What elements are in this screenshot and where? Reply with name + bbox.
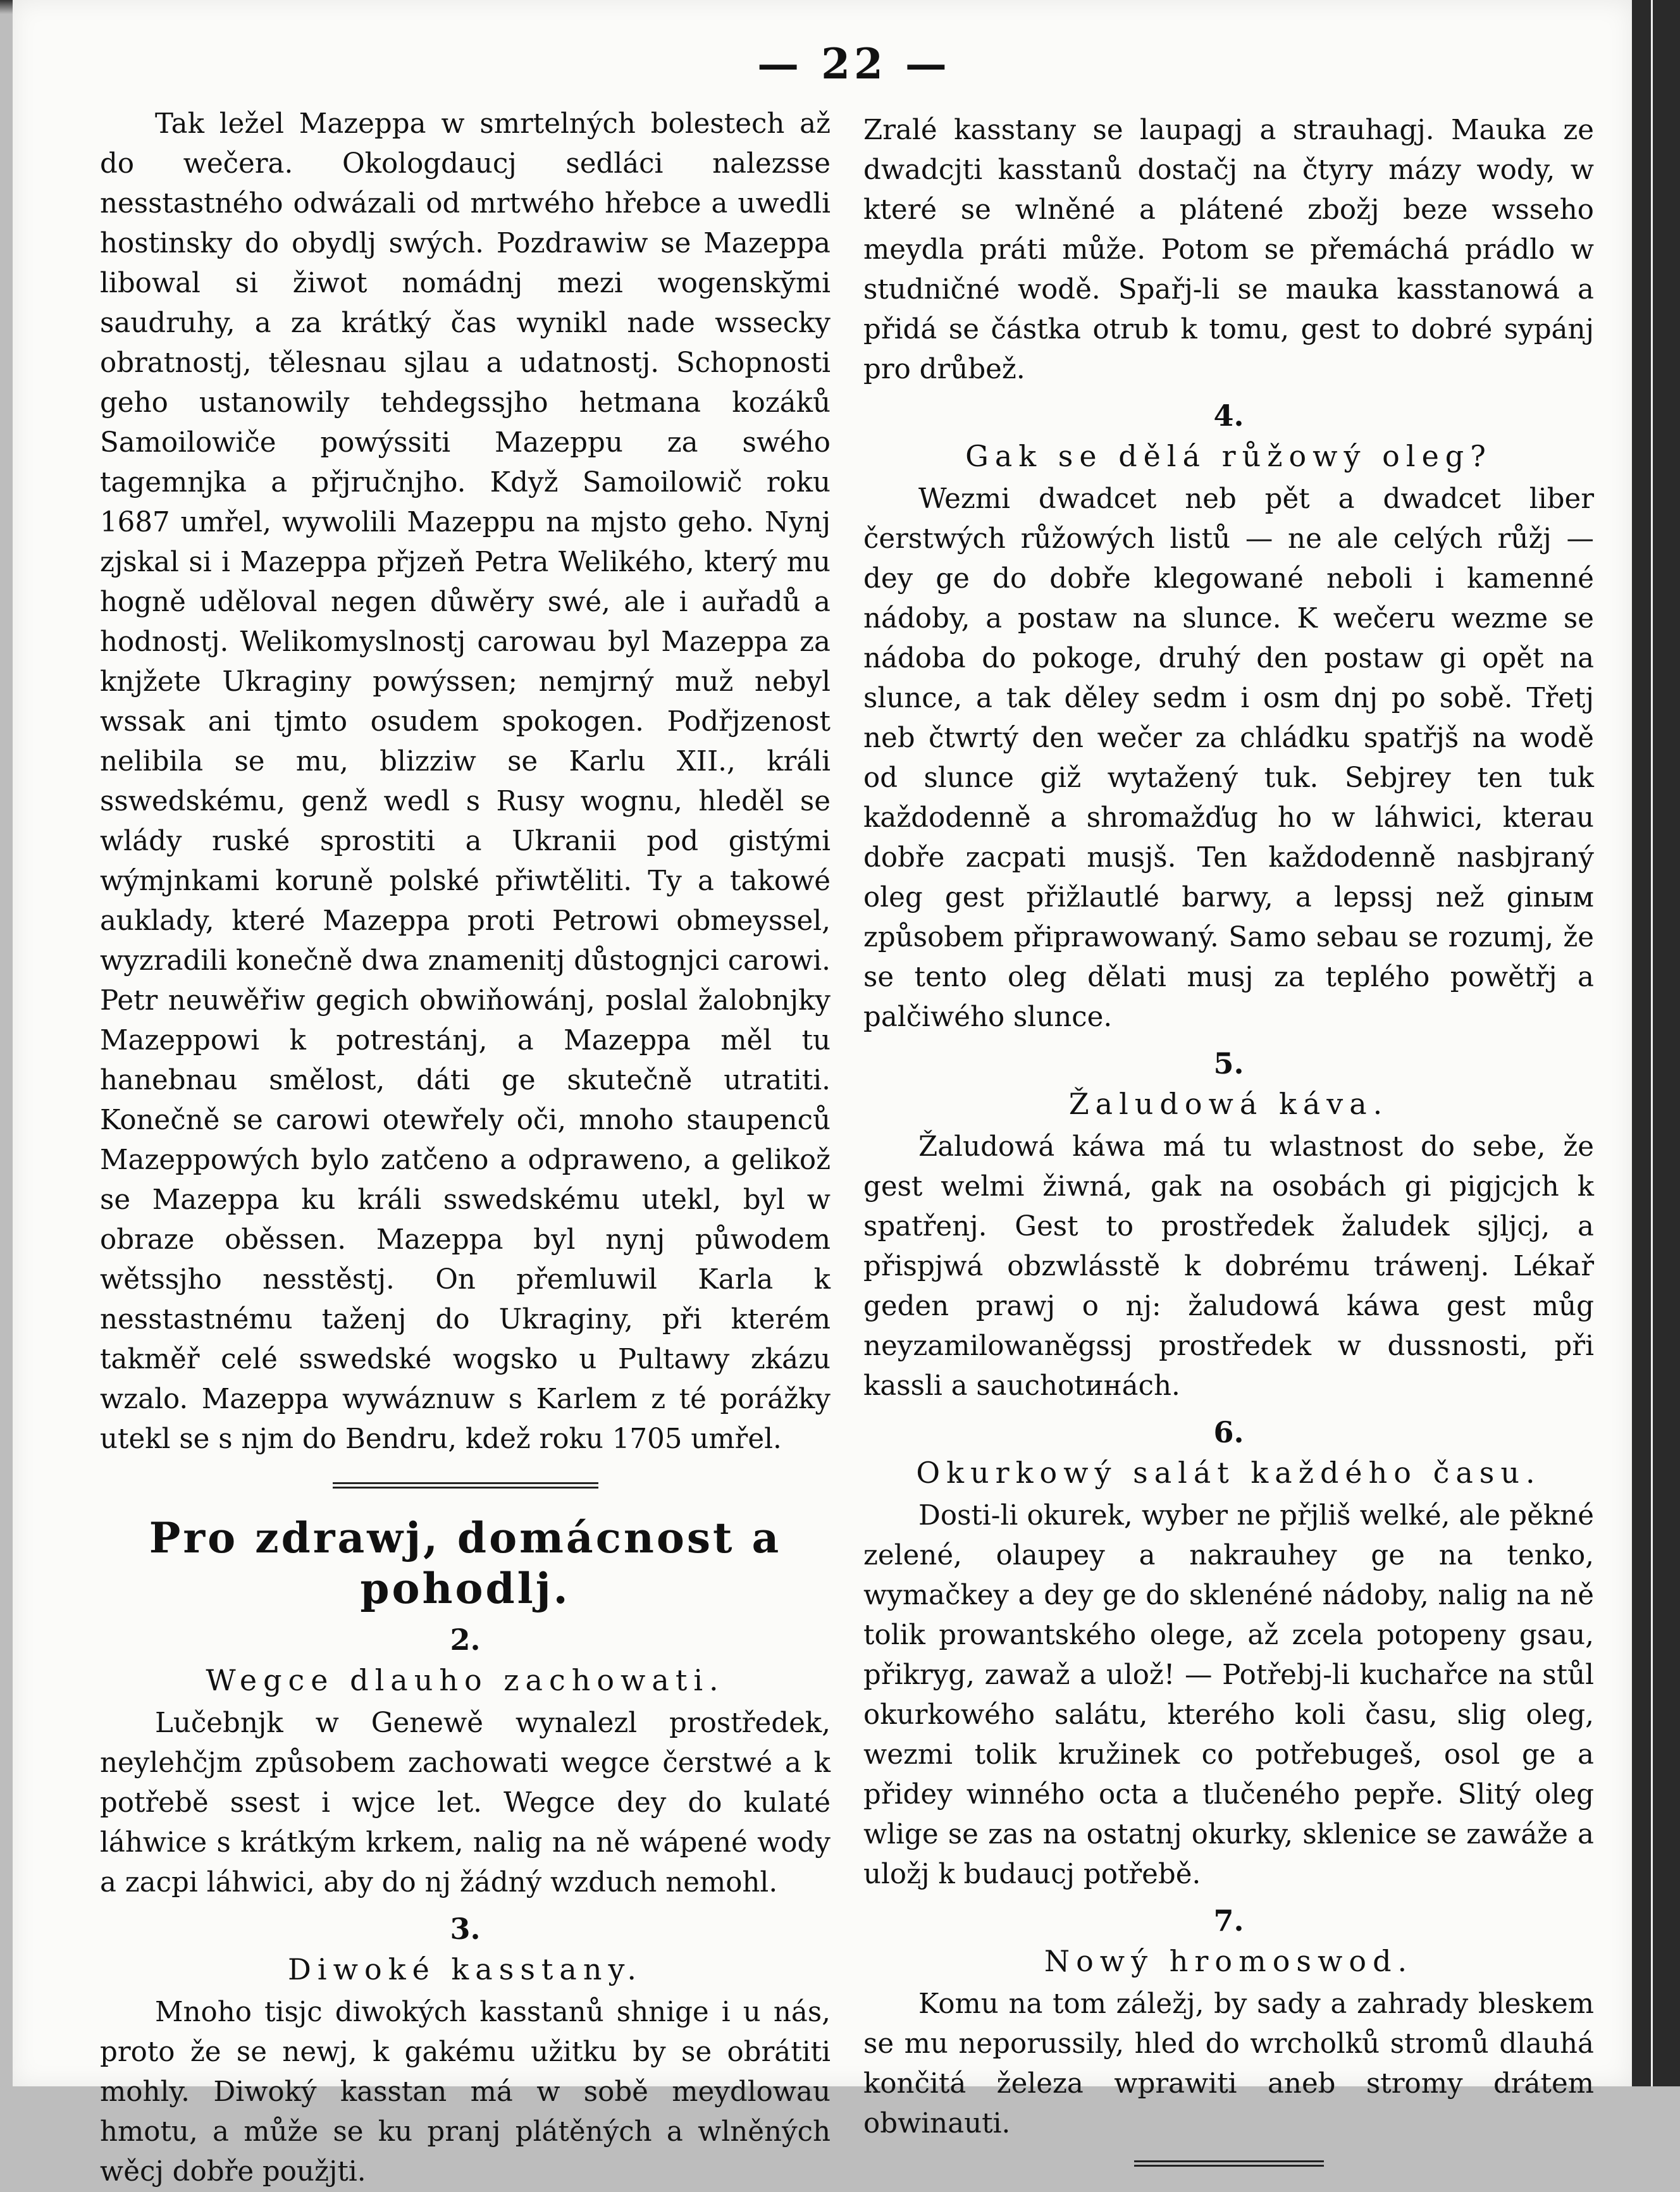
right-column xyxy=(863,111,1594,2167)
end-divider xyxy=(1134,2160,1324,2167)
item-7-number: 7. xyxy=(1213,1904,1244,1938)
item-6-text: Dosti-li okurek, wyber ne přjliš welké, ale pěkné zelené, olaupey a nakrauhey ge na tenko, wymačkey a dey ge do sklenéné nádoby, nalig na ně tolik prowantského olege, až zcela potopeny gsau, přikryg, zawaž a ulož! — Potřebj-li kuchařce na stůl okurkowého salátu, kterého koli času, slig oleg, wezmi tolik kružinek co potřebugeš, osol ge a přidey winného octa a tlučeného pepře. Slitý oleg wlige se zas na ostatnj okurky, sklenice se zawáže a uložj k budaucj potřebě. xyxy=(863,1500,1594,1890)
item-5-text: Žaludowá káwa má tu wlastnost do sebe, že gest welmi žiwná, gak na osobách gi pigjcjch k spatřenj. Gest to prostředek žaludek sjljcj, a přispjwá obzwlásstě k dobrému tráwenj. Lékař geden prawj o nj: žaludowá káwa gest můg neyzamilowaněgssj prostředek w dussnosti, při kassli a sauchotинách. xyxy=(863,1131,1594,1402)
item-2-title: Wegce dlauho zachowati. xyxy=(206,1663,725,1697)
item-2-text: Lučebnjk w Genewě wynalezl prostředek, neylehčjm způsobem zachowati wegce čerstwé a k potřebě ssest i wjce let. Wegce dey do kulaté láhwice s krátkým krkem, nalig na ně wápené wody a zacpi láhwici, aby do nj žádný wzduch nemohl. xyxy=(100,1707,831,1898)
item-2-number: 2. xyxy=(450,1623,481,1657)
mazeppa-paragraph: Tak ležel Mazeppa w smrtelných bolestech až do wečera. Okologdaucj sedláci nalezsse nesstastného odwázali od mrtwého hřebce a uwedli hostinsky do obydlj swých. Pozdrawiw se Mazeppa libowal si žiwot nomádnj mezi wogensky̆mi saudruhy, a za krátký čas wynikl nade wssecky obratnostj, tělesnau sjlau a udatnostj. Schopnosti geho ustanowily tehdegssjho hetmana kozáků Samoilowiče powýssiti Mazeppu za swého tagemnjka a přjručnjho. Když Samoilowič roku 1687 umřel, wywolili Mazeppu na mjsto geho. Nynj zjskal si i Mazeppa přjzeň Petra Welikého, který mu hogně uděloval negen důwěry swé, ale i auřadů a hodnostj. Welikomyslnostj carowau byl Mazeppa za knjžete Ukraginy powýssen; nemjrný muž nebyl wssak ani tjmto osudem spokogen. Podřjzenost nelibila se mu, blizziw se Karlu XII., králi sswedskému, genž wedl s Rusy wognu, hleděl se wlády ruské sprostiti a Ukranii pod gistými wýmjnkami koruně polské přiwtěliti. Ty a takowé auklady, které Mazeppa proti Petrowi obmeyssel, wyzradili konečně dwa znamenitj důstognjci carowi. Petr neuwěřiw gegich obwiňowánj, poslal žalobnjky Mazeppowi k potrestánj, a Mazeppa měl tu hanebnau smělost, dáti ge skutečně utratiti. Konečně se carowi otewřely oči, mnoho staupenců Mazeppowých bylo zatčeno a odprawenо, a gelikož se Mazeppa ku králi sswedskému utekl, byl w obraze oběssen. Mazeppa byl nynj půwodem wětssjho nesstěstj. On přemluwil Karla k nesstastnému taženj do Ukraginy, při kterém takměř celé sswedské wogsko u Pultawy zkázu wzalo. Mazeppa wywáznuw s Karlem z té porážky utekl se s njm do Bendru, kdež roku 1705 umřel. xyxy=(100,108,831,1455)
item-3-number: 3. xyxy=(450,1912,481,1946)
section-title: Pro zdrawj, domácnost a pohodlj. xyxy=(149,1513,782,1613)
page-number: — 22 — xyxy=(757,39,951,89)
item-7-title: Nowý hromoswod. xyxy=(1044,1944,1414,1978)
edge-line xyxy=(1651,0,1653,2086)
item-4-number: 4. xyxy=(1213,399,1244,433)
item-7-text: Komu na tom záležj, by sady a zahrady bleskem se mu neporussily, hled do wrcholků stromů dlauhá končitá železa wprawiti aneb stromy drátem obwinauti. xyxy=(863,1988,1594,2139)
item-6-number: 6. xyxy=(1213,1415,1244,1449)
scan-right-edge xyxy=(1632,0,1680,2086)
item-3-title: Diwoké kasstany. xyxy=(288,1952,643,1986)
item-3-continued: Zralé kasstany se laupagj a strauhagj. Mauka ze dwadcjti kasstanů dostačj na čtyry mázy wody, w které se wlněné a plátené zbožj beze wsseho meydla práti může. Potom se přemáchá prádlo w studničné wodě. Spařj-li se mauka kasstanowá a přidá se částka otrub k tomu, gest to dobré sypánj pro drůbež. xyxy=(863,115,1594,385)
item-4-title: Gak se dělá růžowý oleg? xyxy=(965,439,1492,473)
item-6-title: Okurkowý salát každého času. xyxy=(916,1456,1541,1490)
item-3-text: Mnoho tisjc diwokých kasstanů shnige i u nás, proto že se newj, k gakému užitku by se obrátiti mohly. Diwoký kasstan má w sobě meydlowau hmotu, a může se ku pranj plátěných a wlněných wěcj dobře použjti. xyxy=(100,1997,831,2188)
item-5-number: 5. xyxy=(1213,1046,1244,1081)
item-5-title: Žaludowá kávа. xyxy=(1068,1087,1389,1121)
left-column xyxy=(100,104,831,2192)
item-4-text: Wezmi dwadcet neb pět a dwadcet liber čerstwých růžowých listů — ne ale celých růžj — dey ge do dobře klegowané neboli i kamenné nádoby, a postaw na slunce. K wečeru wezme se nádoba do pokoge, druhý den postaw gi opět na slunce, a tak děley sedm i osm dnj po sobě. Třetj neb čtwrtý den wečer za chládku spatřjš na wodě od slunce giž wytažený tuk. Sebjrey ten tuk každodenně a shromažďug ho w láhwici, kterau dobře zacpati musjš. Ten každodenně nasbjraný oleg gest přižlautlé barwy, a lepssj než ginым způsobem připrawowaný. Samo sebau se rozumj, že se tento oleg dělati musj za teplého powětřj a palčiwého slunce. xyxy=(863,483,1594,1033)
section-divider xyxy=(333,1482,598,1489)
